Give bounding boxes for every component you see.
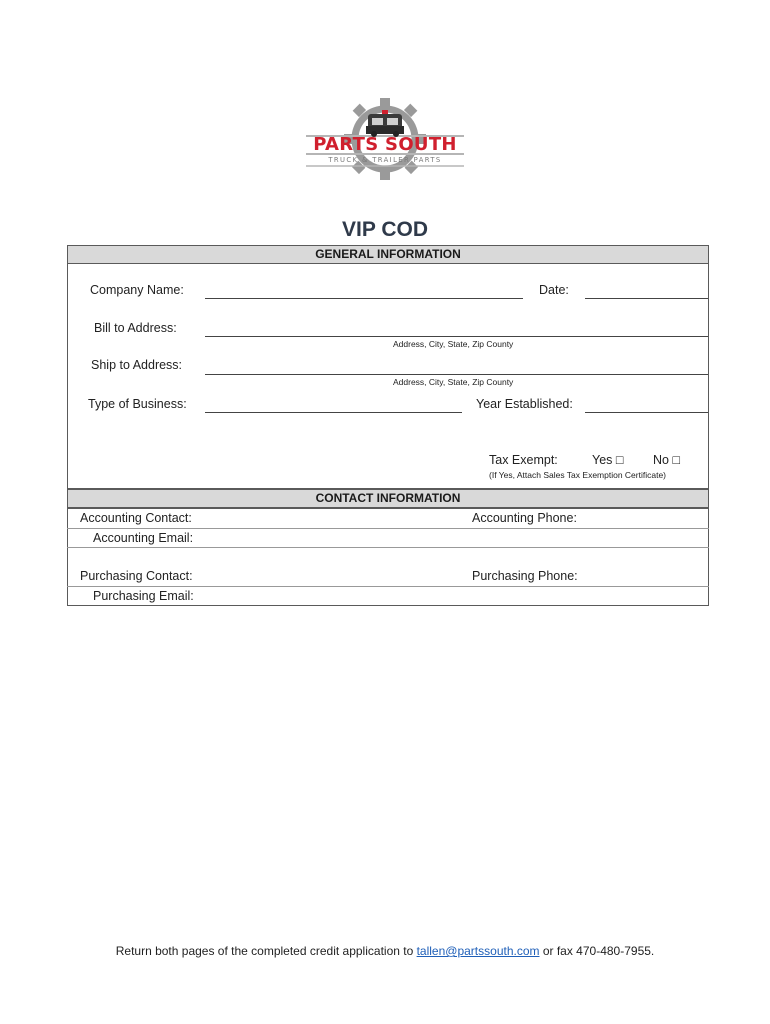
purchasing-email-field[interactable] xyxy=(200,588,707,604)
company-name-field[interactable] xyxy=(205,298,523,299)
tax-exempt-no-checkbox[interactable]: No □ xyxy=(653,453,681,467)
date-field[interactable] xyxy=(585,298,708,299)
year-established-label: Year Established: xyxy=(476,397,573,411)
purchasing-phone-label: Purchasing Phone: xyxy=(472,569,578,583)
accounting-email-label: Accounting Email: xyxy=(93,531,194,545)
footer-email-link[interactable]: tallen@partssouth.com xyxy=(416,944,540,958)
row-divider xyxy=(67,528,709,529)
purchasing-contact-field[interactable] xyxy=(200,568,460,585)
purchasing-email-label: Purchasing Email: xyxy=(93,589,194,603)
brand-name: PARTS SOUTH xyxy=(313,134,457,155)
accounting-email-field[interactable] xyxy=(200,530,707,546)
tax-exempt-label: Tax Exempt: xyxy=(489,453,558,467)
row-divider xyxy=(67,586,709,587)
company-name-label: Company Name: xyxy=(90,283,184,297)
ship-to-address-field[interactable] xyxy=(205,374,708,375)
brand-tagline: TRUCK & TRAILER PARTS xyxy=(328,156,442,164)
contact-information-header: CONTACT INFORMATION xyxy=(67,489,709,508)
ship-to-address-label: Ship to Address: xyxy=(91,358,183,372)
purchasing-contact-label: Purchasing Contact: xyxy=(80,569,193,583)
parts-south-logo xyxy=(300,96,470,182)
year-established-field[interactable] xyxy=(585,412,708,413)
footer-prefix: Return both pages of the completed credit application to xyxy=(115,944,417,958)
purchasing-phone-field[interactable] xyxy=(582,568,707,585)
accounting-phone-field[interactable] xyxy=(582,510,707,527)
tax-exempt-yes-checkbox[interactable]: Yes □ xyxy=(592,453,624,467)
page-title: VIP COD xyxy=(342,218,428,241)
date-label: Date: xyxy=(539,283,569,297)
tax-exempt-note: (If Yes, Attach Sales Tax Exemption Certificate) xyxy=(489,470,667,480)
footer-instructions xyxy=(0,944,770,958)
type-of-business-label: Type of Business: xyxy=(88,397,187,411)
bill-to-address-label: Bill to Address: xyxy=(94,321,177,335)
row-divider xyxy=(67,547,709,548)
general-information-header: GENERAL INFORMATION xyxy=(67,245,709,264)
type-of-business-field[interactable] xyxy=(205,412,462,413)
accounting-contact-field[interactable] xyxy=(200,510,460,527)
accounting-contact-label: Accounting Contact: xyxy=(80,511,192,525)
ship-to-address-hint: Address, City, State, Zip County xyxy=(393,377,514,387)
bill-to-address-field[interactable] xyxy=(205,336,708,337)
accounting-phone-label: Accounting Phone: xyxy=(472,511,577,525)
footer-suffix: or fax 470-480-7955. xyxy=(539,944,655,958)
bill-to-address-hint: Address, City, State, Zip County xyxy=(393,339,514,349)
